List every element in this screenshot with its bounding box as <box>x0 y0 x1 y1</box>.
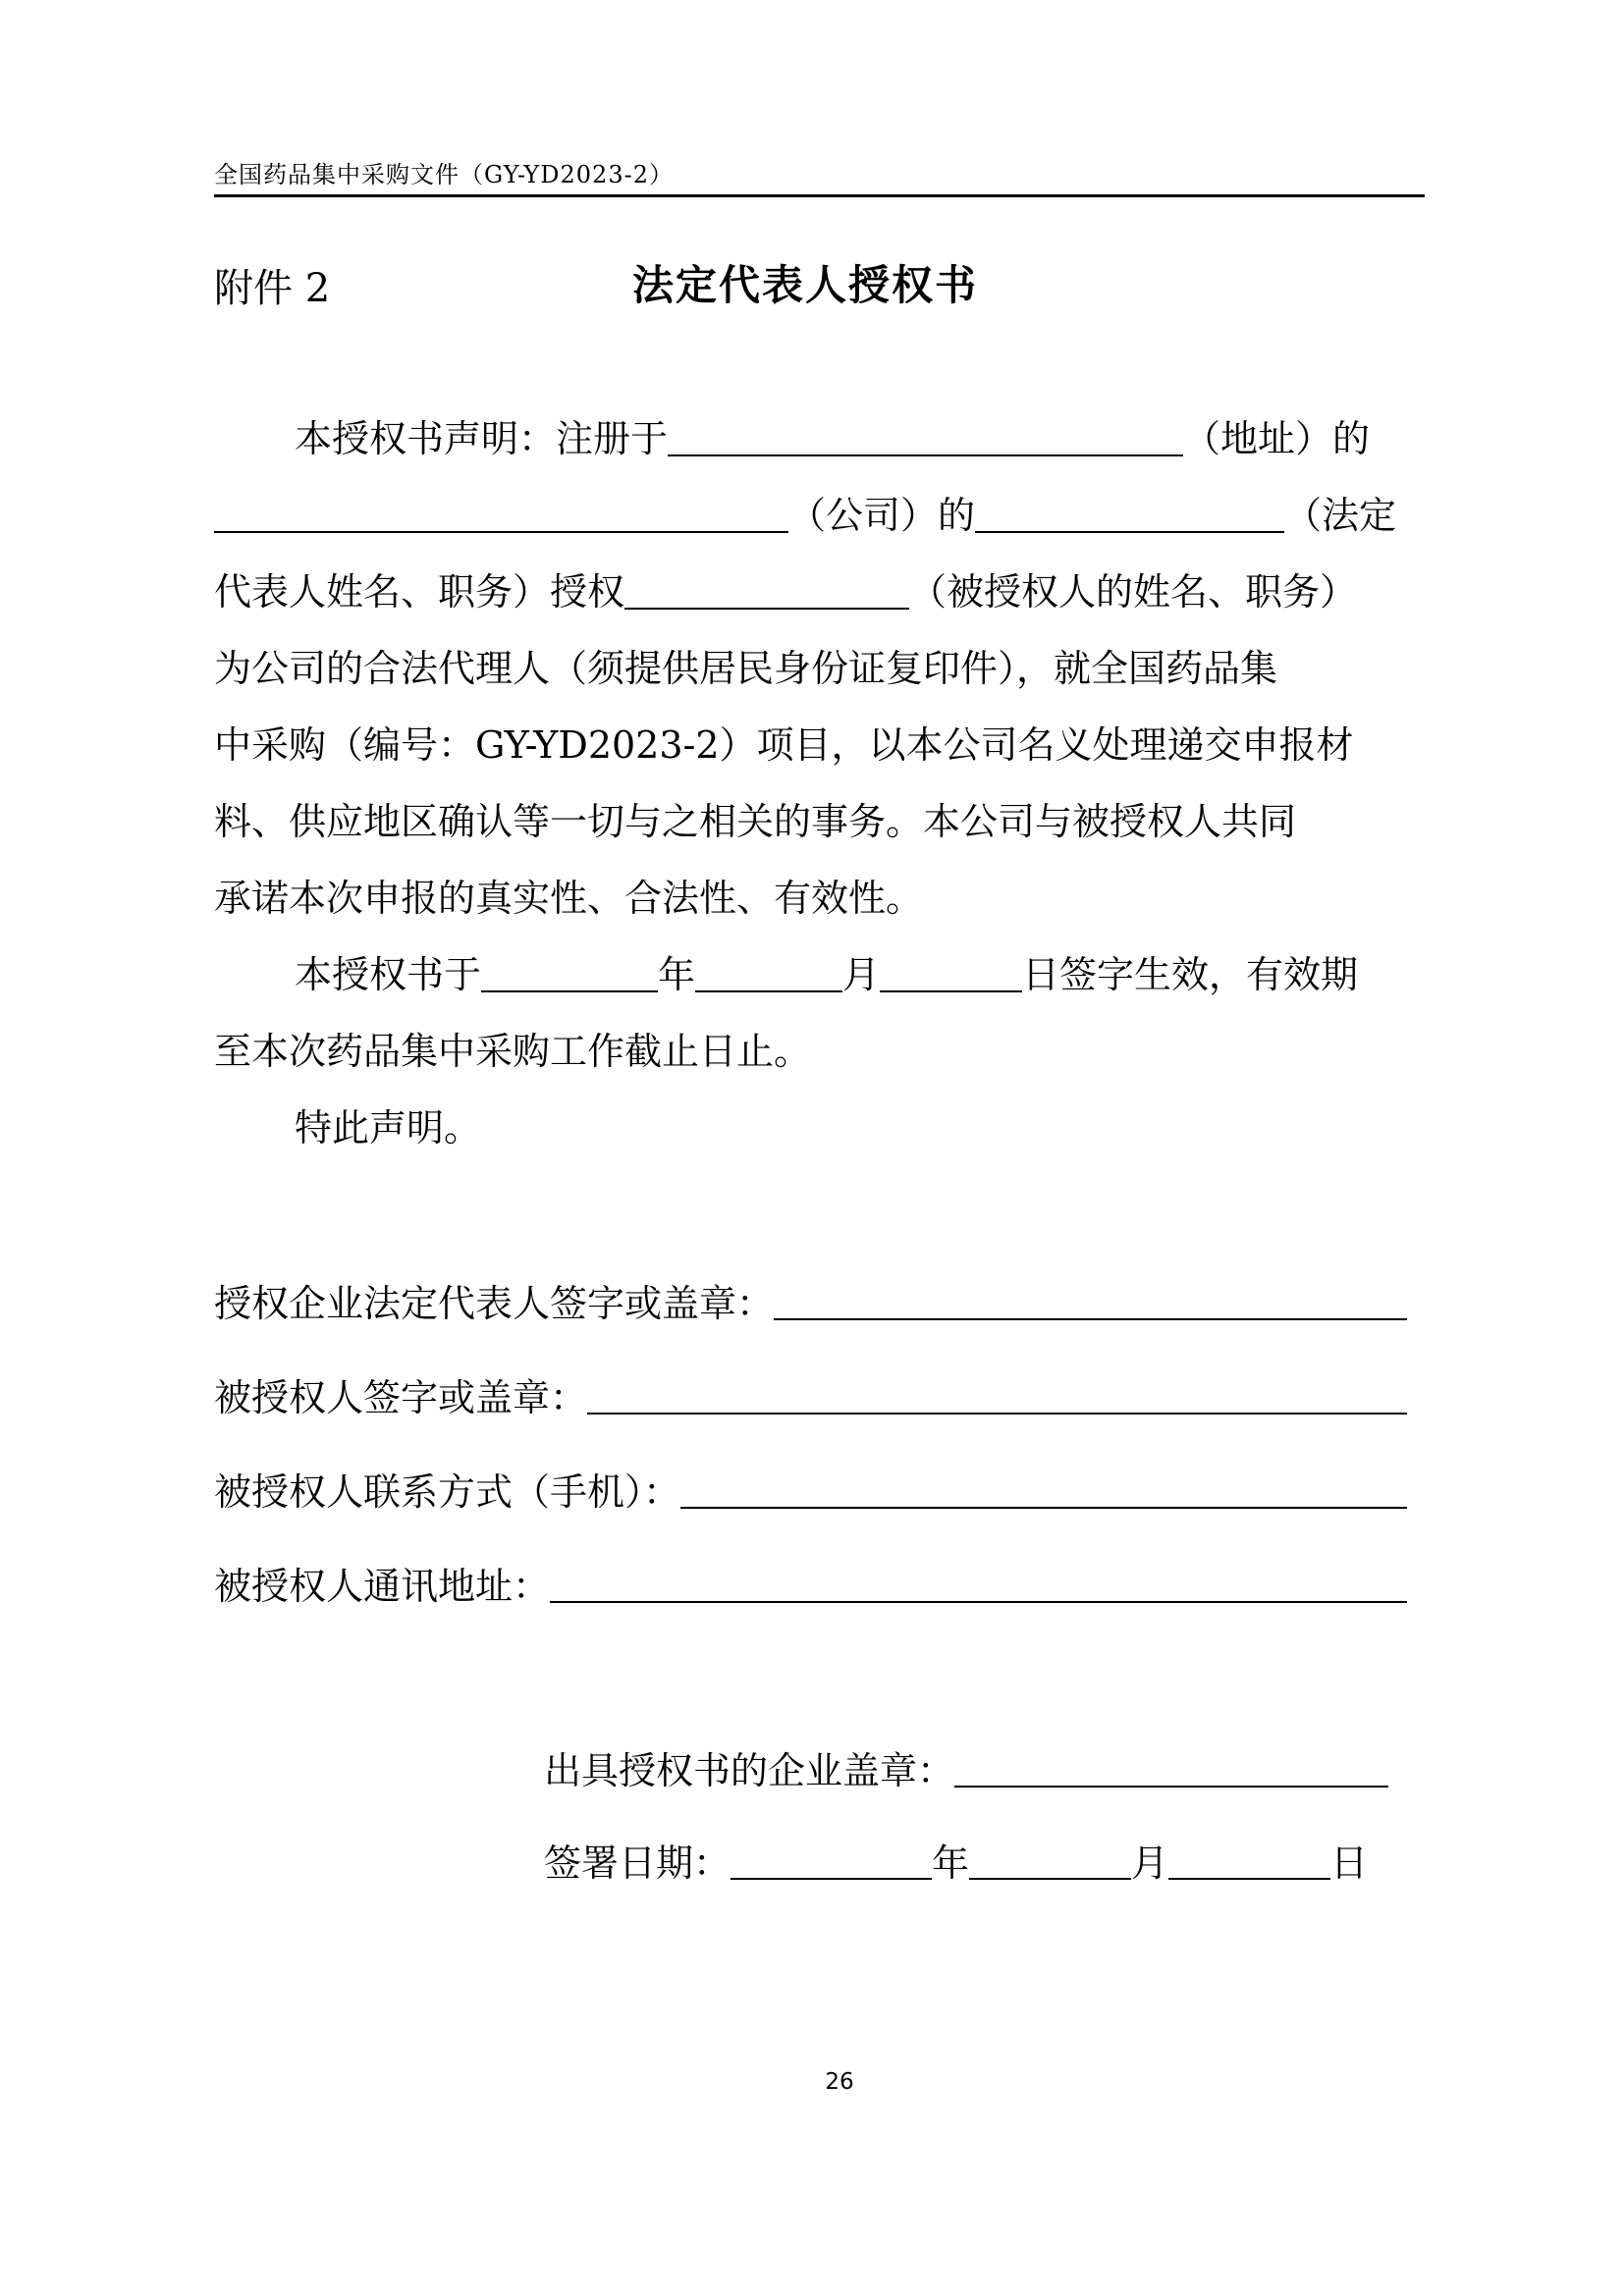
page-title: 法定代表人授权书 <box>632 261 979 309</box>
body-line-9: 至本次药品集中采购工作截止日止。 <box>214 1029 812 1073</box>
body-text: （法定 <box>1284 493 1397 537</box>
body-line-3 <box>214 550 1425 626</box>
header-divider <box>214 194 1425 197</box>
body-line-5: 中采购（编号：GY-YD2023-2）项目，以本公司名义处理递交申报材 <box>214 722 1354 767</box>
legal-rep-signature-label: 授权企业法定代表人签字或盖章： <box>214 1281 775 1325</box>
company-seal-field[interactable] <box>954 1746 1388 1788</box>
signing-month-label: 月 <box>1131 1841 1169 1885</box>
document-header: 全国药品集中采购文件（GY-YD2023-2） <box>214 161 674 188</box>
body-text: 本授权书于 <box>295 952 482 996</box>
legal-rep-signature-row <box>214 1270 1407 1329</box>
address-field[interactable] <box>550 1562 1407 1603</box>
contact-field[interactable] <box>680 1468 1407 1509</box>
address-row <box>214 1553 1407 1612</box>
company-name-blank[interactable] <box>214 490 788 533</box>
body-text: 年 <box>658 952 696 996</box>
month-blank[interactable] <box>695 949 842 992</box>
body-line-1 <box>295 397 1424 473</box>
address-blank[interactable] <box>668 413 1183 456</box>
contact-row <box>214 1459 1407 1518</box>
body-line-10: 特此声明。 <box>295 1105 482 1149</box>
body-text: （被授权人的姓名、职务） <box>909 569 1358 614</box>
body-text: （地址）的 <box>1183 416 1371 460</box>
year-blank[interactable] <box>481 949 658 992</box>
body-text: 日签字生效，有效期 <box>1022 952 1359 996</box>
authorized-signature-label: 被授权人签字或盖章： <box>214 1375 588 1419</box>
legal-rep-blank[interactable] <box>975 490 1284 533</box>
authorized-person-blank[interactable] <box>624 566 909 610</box>
signing-year-label: 年 <box>932 1841 970 1885</box>
signing-year-field[interactable] <box>731 1839 932 1880</box>
authorized-signature-field[interactable] <box>587 1373 1407 1415</box>
body-text: 本授权书声明：注册于 <box>295 416 669 460</box>
body-line-4: 为公司的合法代理人（须提供居民身份证复印件），就全国药品集 <box>214 646 1278 690</box>
body-line-6: 料、供应地区确认等一切与之相关的事务。本公司与被授权人共同 <box>214 799 1297 843</box>
body-line-8 <box>295 933 1424 1009</box>
contact-label: 被授权人联系方式（手机）： <box>214 1469 681 1514</box>
body-text: 月 <box>842 952 881 996</box>
address-label: 被授权人通讯地址： <box>214 1564 551 1608</box>
page-number: 26 <box>825 2069 854 2095</box>
body-line-2 <box>214 473 1425 550</box>
company-seal-row <box>544 1737 1388 1796</box>
body-line-7: 承诺本次申报的真实性、合法性、有效性。 <box>214 876 924 920</box>
signing-date-label: 签署日期： <box>544 1841 731 1885</box>
authorized-signature-row <box>214 1364 1407 1423</box>
body-text: （公司）的 <box>788 493 976 537</box>
company-seal-label: 出具授权书的企业盖章： <box>544 1748 955 1792</box>
signing-day-label: 日 <box>1330 1841 1369 1885</box>
body-text: 代表人姓名、职务）授权 <box>214 569 625 614</box>
signing-month-field[interactable] <box>969 1839 1131 1880</box>
signing-date-row <box>544 1830 1403 1889</box>
signing-day-field[interactable] <box>1168 1839 1330 1880</box>
legal-rep-signature-field[interactable] <box>774 1279 1407 1320</box>
attachment-label: 附件 2 <box>214 266 331 311</box>
day-blank[interactable] <box>880 949 1022 992</box>
